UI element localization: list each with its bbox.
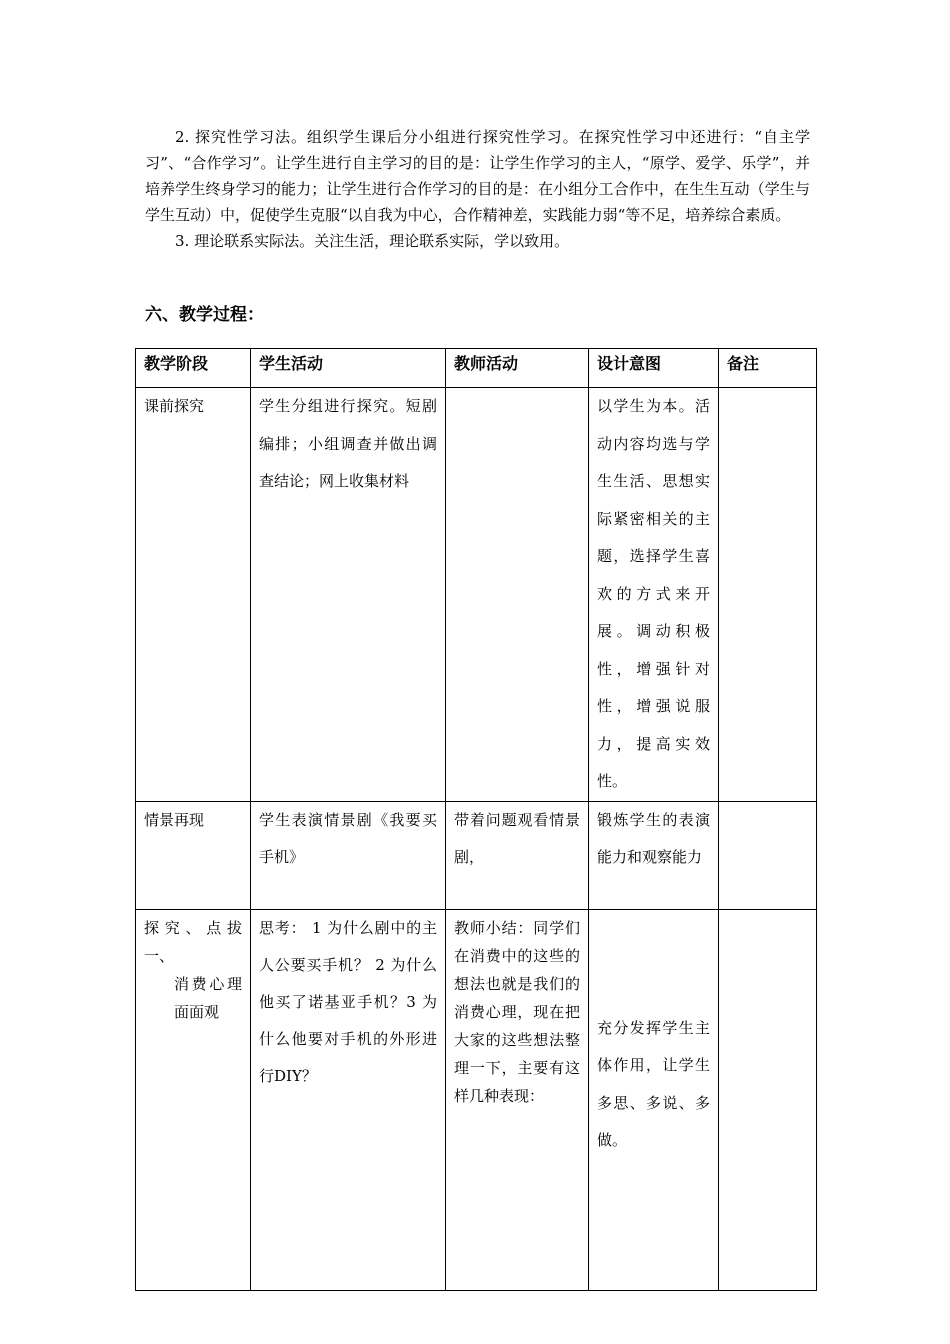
cell-design-intent: 以学生为本。活动内容均选与学生生活、思想实际紧密相关的主题，选择学生喜欢的方式来开展。调动积极性，增强针对性，增强说服力，提高实效性。	[589, 388, 719, 802]
stage-sub-label: 消费心理面面观	[174, 974, 242, 1021]
header-student-activity: 学生活动	[251, 349, 446, 388]
table-header-row	[136, 349, 817, 388]
header-notes: 备注	[719, 349, 817, 388]
method-item-3: 3. 理论联系实际法。关注生活，理论联系实际，学以致用。	[175, 232, 570, 250]
cell-design-intent: 充分发挥学生主体作用，让学生多思、多说、多做。	[589, 909, 719, 1290]
stage-label: 探究、点拔一、	[144, 918, 242, 965]
method-item-2: 2. 探究性学习法。组织学生课后分小组进行探究性学习。在探究性学习中还进行：“自主学习”、“合作学习”。让学生进行自主学习的目的是：让学生作学习的主人，“原学、爱学、乐学”，并培养学生终身学习的能力；让学生进行合作学习的目的是：在小组分工合作中，在生生互动（学生与学生互动）中，促使学生克服“以自我为中心，合作精神差，实践能力弱“等不足，培养综合素质。	[145, 128, 810, 224]
cell-stage: 课前探究	[136, 388, 251, 802]
cell-student-activity: 思考： 1 为什么剧中的主人公要买手机？ 2 为什么他买了诺基亚手机？3 为什么他要对手机的外形进行DIY？	[251, 909, 446, 1290]
header-stage: 教学阶段	[136, 349, 251, 388]
cell-design-intent: 锻炼学生的表演能力和观察能力	[589, 801, 719, 909]
table-row	[136, 909, 817, 1290]
header-design-intent: 设计意图	[589, 349, 719, 388]
header-teacher-activity: 教师活动	[446, 349, 589, 388]
cell-notes	[719, 801, 817, 909]
cell-notes	[719, 388, 817, 802]
cell-notes	[719, 909, 817, 1290]
cell-teacher-activity	[446, 388, 589, 802]
table-row	[136, 388, 817, 802]
section-heading: 六、教学过程：	[145, 305, 264, 325]
cell-teacher-activity: 教师小结：同学们在消费中的这些的想法也就是我们的消费心理，现在把大家的这些想法整理一下，主要有这样几种表现：	[446, 909, 589, 1290]
cell-stage: 情景再现	[136, 801, 251, 909]
teaching-process-table	[135, 348, 817, 1291]
cell-stage	[136, 909, 251, 1290]
intro-paragraphs	[145, 124, 810, 254]
table-row	[136, 801, 817, 909]
cell-student-activity: 学生分组进行探究。短剧编排；小组调查并做出调查结论；网上收集材料	[251, 388, 446, 802]
cell-student-activity: 学生表演情景剧《我要买手机》	[251, 801, 446, 909]
cell-teacher-activity: 带着问题观看情景剧，	[446, 801, 589, 909]
